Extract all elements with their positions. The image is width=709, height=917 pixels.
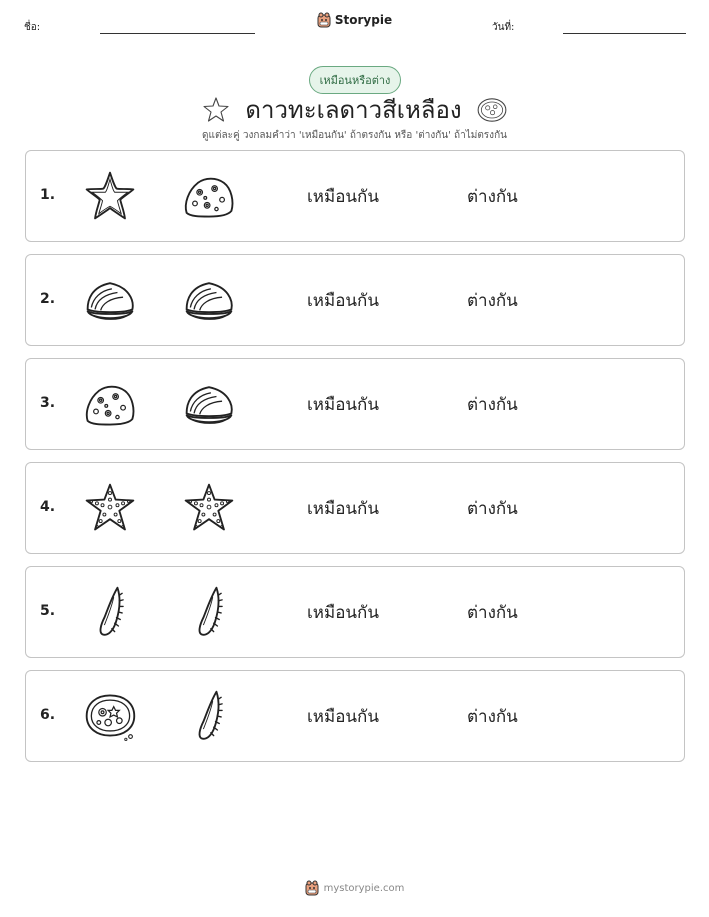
question-row-2 — [25, 254, 685, 346]
option-different[interactable]: ต่างกัน — [467, 499, 518, 519]
pizza-icon — [82, 688, 138, 744]
row-number: 1. — [40, 187, 56, 203]
option-same[interactable]: เหมือนกัน — [307, 291, 379, 311]
question-row-3 — [25, 358, 685, 450]
brand — [0, 12, 709, 32]
clam-icon — [82, 272, 138, 328]
option-different[interactable]: ต่างกัน — [467, 603, 518, 623]
sea-cucumber-icon — [181, 688, 237, 744]
storypie-logo-icon — [305, 880, 319, 896]
title-block — [0, 90, 709, 129]
clam-icon — [181, 376, 237, 432]
starfish-icon — [201, 95, 231, 125]
row-number: 5. — [40, 603, 56, 619]
page-title: ดาวทะเลดาวสีเหลือง — [245, 96, 462, 124]
option-same[interactable]: เหมือนกัน — [307, 499, 379, 519]
question-row-1 — [25, 150, 685, 242]
option-same[interactable]: เหมือนกัน — [307, 707, 379, 727]
option-same[interactable]: เหมือนกัน — [307, 395, 379, 415]
date-line[interactable] — [563, 33, 686, 34]
name-label: ชื่อ: — [24, 22, 41, 33]
footer — [0, 880, 709, 900]
starfish-icon — [82, 480, 138, 536]
option-different[interactable]: ต่างกัน — [467, 395, 518, 415]
storypie-logo-icon — [317, 12, 331, 28]
question-row-6 — [25, 670, 685, 762]
option-different[interactable]: ต่างกัน — [467, 187, 518, 207]
option-different[interactable]: ต่างกัน — [467, 707, 518, 727]
name-line[interactable] — [100, 33, 255, 34]
activity-badge: เหมือนหรือต่าง — [309, 66, 401, 94]
question-row-5 — [25, 566, 685, 658]
row-number: 6. — [40, 707, 56, 723]
question-row-4 — [25, 462, 685, 554]
rock-icon — [181, 168, 237, 224]
option-same[interactable]: เหมือนกัน — [307, 187, 379, 207]
footer-url[interactable]: mystorypie.com — [323, 882, 405, 894]
starfish-icon — [181, 480, 237, 536]
date-label: วันที่: — [492, 22, 515, 33]
instructions: ดูแต่ละคู่ วงกลมคำว่า 'เหมือนกัน' ถ้าตรงกัน หรือ 'ต่างกัน' ถ้าไม่ตรงกัน — [202, 130, 507, 141]
sea-cucumber-icon — [82, 584, 138, 640]
sea-cucumber-icon — [181, 584, 237, 640]
row-number: 3. — [40, 395, 56, 411]
option-different[interactable]: ต่างกัน — [467, 291, 518, 311]
starfish-icon — [82, 168, 138, 224]
option-same[interactable]: เหมือนกัน — [307, 603, 379, 623]
clam-icon — [181, 272, 237, 328]
pizza-icon — [476, 95, 508, 125]
row-number: 2. — [40, 291, 56, 307]
brand-name: Storypie — [334, 13, 393, 27]
row-number: 4. — [40, 499, 56, 515]
rock-icon — [82, 376, 138, 432]
